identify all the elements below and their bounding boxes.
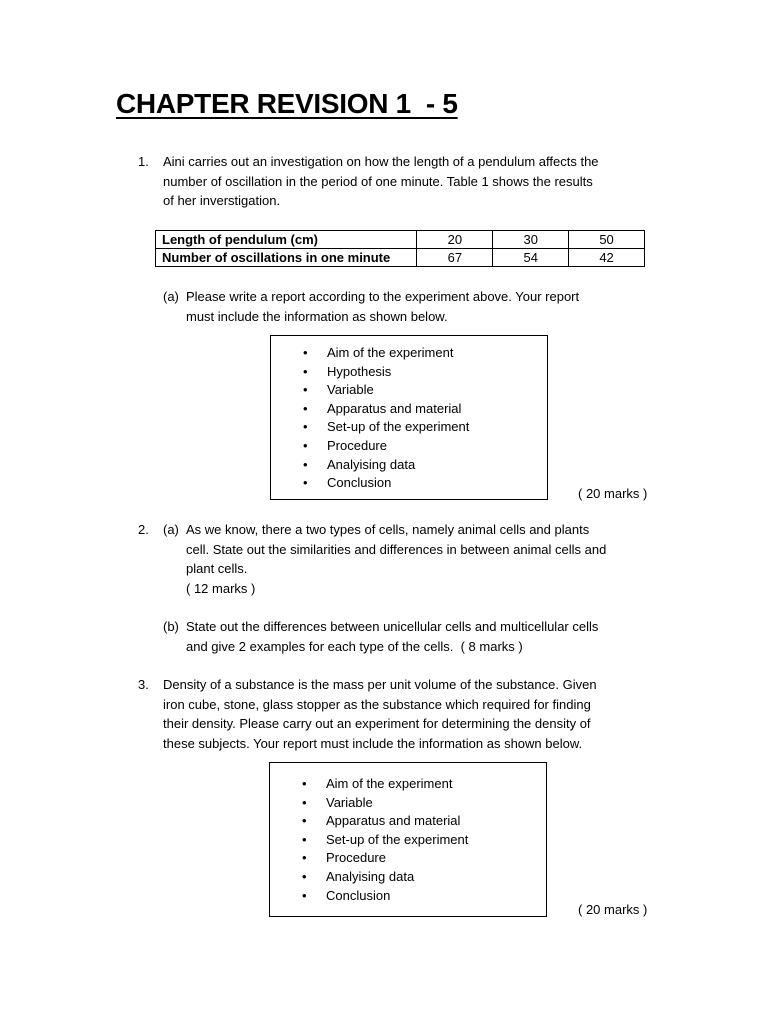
list-item: • Conclusion bbox=[270, 887, 546, 906]
q3-text bbox=[163, 675, 597, 753]
q1a-label: (a) bbox=[163, 289, 179, 304]
table-row bbox=[156, 231, 645, 249]
row-header: Length of pendulum (cm) bbox=[156, 231, 417, 249]
q3-number: 3. bbox=[138, 677, 149, 692]
q1-line: Aini carries out an investigation on how the length of a pendulum affects the bbox=[163, 154, 599, 169]
table-cell: 30 bbox=[493, 231, 569, 249]
bullet-icon: • bbox=[303, 345, 308, 360]
list-item: • Set-up of the experiment bbox=[270, 831, 546, 850]
list-item: • Variable bbox=[271, 381, 547, 400]
q1-text bbox=[163, 152, 599, 211]
q3-line: their density. Please carry out an experiment for determining the density of bbox=[163, 716, 591, 731]
results-table bbox=[155, 230, 645, 267]
table-cell: 20 bbox=[417, 231, 493, 249]
bullet-icon: • bbox=[302, 887, 307, 903]
q3-line: iron cube, stone, glass stopper as the substance which required for finding bbox=[163, 696, 591, 712]
list-item: • Analyising data bbox=[271, 456, 547, 475]
q2-number: 2. bbox=[138, 522, 149, 537]
q3-requirements-box bbox=[269, 762, 547, 917]
bullet-icon: • bbox=[302, 776, 307, 791]
q1-marks: ( 20 marks ) bbox=[578, 486, 648, 501]
table-row bbox=[156, 249, 645, 267]
q1-line: of her inverstigation. bbox=[163, 193, 281, 208]
list-item: • Aim of the experiment bbox=[270, 775, 546, 794]
bullet-icon: • bbox=[303, 437, 308, 453]
table-cell: 50 bbox=[569, 231, 645, 249]
list-item: • Procedure bbox=[271, 437, 547, 456]
row-header: Number of oscillations in one minute bbox=[156, 249, 417, 267]
q2a-line: As we know, there a two types of cells, namely animal cells and plants bbox=[186, 522, 590, 537]
q2a-marks: ( 12 marks ) bbox=[186, 580, 256, 596]
list-item: • Hypothesis bbox=[271, 363, 547, 382]
table-cell: 67 bbox=[417, 249, 493, 267]
bullet-icon: • bbox=[302, 850, 307, 866]
bullet-icon: • bbox=[303, 456, 308, 472]
q2b-line: State out the differences between unicellular cells and multicellular cells bbox=[186, 619, 599, 634]
q1a-line: must include the information as shown below. bbox=[186, 308, 448, 324]
q1-line: number of oscillation in the period of one minute. Table 1 shows the results bbox=[163, 173, 593, 189]
bullet-icon: • bbox=[302, 831, 307, 847]
list-item: • Variable bbox=[270, 794, 546, 813]
bullet-icon: • bbox=[303, 382, 308, 398]
bullet-icon: • bbox=[302, 794, 307, 810]
q1a-line: Please write a report according to the experiment above. Your report bbox=[186, 289, 580, 304]
list-item: • Apparatus and material bbox=[271, 400, 547, 419]
q1-requirements-box bbox=[270, 335, 548, 500]
bullet-icon: • bbox=[303, 419, 308, 435]
bullet-icon: • bbox=[303, 363, 308, 379]
q1a-text bbox=[186, 287, 579, 326]
bullet-icon: • bbox=[303, 400, 308, 416]
list-item: • Apparatus and material bbox=[270, 812, 546, 831]
bullet-icon: • bbox=[303, 475, 308, 491]
list-item: • Conclusion bbox=[271, 474, 547, 493]
q2a-line: cell. State out the similarities and differences in between animal cells and bbox=[186, 541, 607, 557]
table-cell: 42 bbox=[569, 249, 645, 267]
q2a-label: (a) bbox=[163, 522, 179, 537]
q2b-text bbox=[186, 617, 598, 656]
q3-line: these subjects. Your report must include the information as shown below. bbox=[163, 735, 583, 751]
q2a-text bbox=[186, 520, 606, 598]
q3-line: Density of a substance is the mass per unit volume of the substance. Given bbox=[163, 677, 597, 692]
q2b-label: (b) bbox=[163, 619, 179, 634]
list-item: • Analyising data bbox=[270, 868, 546, 887]
q2a-line: plant cells. bbox=[186, 561, 248, 576]
page-title: CHAPTER REVISION 1 - 5 bbox=[116, 88, 458, 119]
q2b-line: and give 2 examples for each type of the cells. ( 8 marks ) bbox=[186, 638, 523, 654]
list-item: • Aim of the experiment bbox=[271, 344, 547, 363]
bullet-icon: • bbox=[302, 868, 307, 884]
bullet-icon: • bbox=[302, 813, 307, 829]
list-item: • Set-up of the experiment bbox=[271, 418, 547, 437]
q1-number: 1. bbox=[138, 154, 149, 169]
q3-marks: ( 20 marks ) bbox=[578, 902, 648, 917]
table-cell: 54 bbox=[493, 249, 569, 267]
list-item: • Procedure bbox=[270, 849, 546, 868]
